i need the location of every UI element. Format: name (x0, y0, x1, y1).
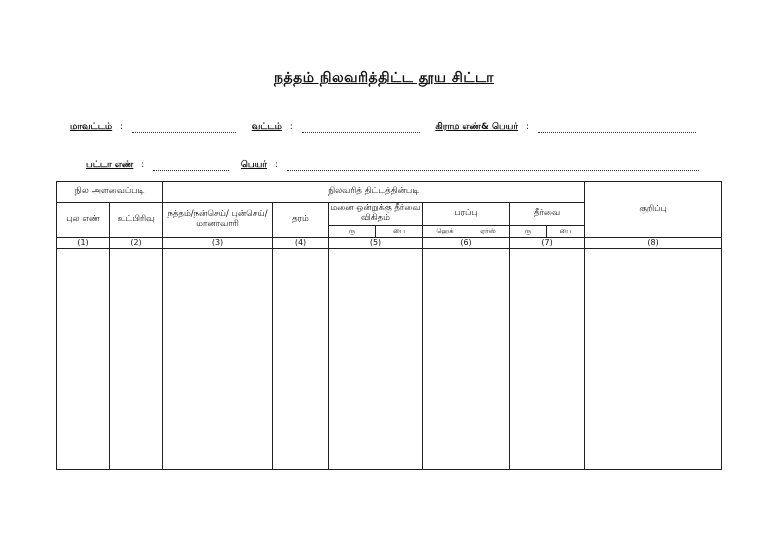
taluk-label: வட்டம் (251, 122, 282, 132)
subdivision-cell[interactable] (110, 249, 163, 470)
village-label: கிராம எண்& பெயர் (435, 122, 519, 132)
taluk-colon: : (289, 122, 293, 132)
district-colon: : (120, 122, 124, 132)
grade-cell[interactable] (273, 249, 329, 470)
survey-number-cell[interactable] (57, 249, 110, 470)
column-number: (6) (423, 238, 510, 249)
tax-group-header: நிலவரித் திட்டத்தின்படி (163, 182, 585, 203)
name-field[interactable] (287, 161, 699, 171)
tax-cell[interactable] (510, 249, 585, 470)
rate-cell[interactable] (329, 249, 423, 470)
rate-rupee-header: ரு (329, 226, 376, 238)
taluk-field[interactable] (302, 123, 420, 133)
hectare-label: ஹெக் (436, 226, 454, 235)
patta-label: பட்டா எண் (86, 160, 134, 170)
column-number: (8) (585, 238, 722, 249)
tax-header: தீர்வை (510, 203, 585, 226)
survey-number-header: புல எண் (57, 203, 110, 238)
name-colon: : (274, 160, 278, 170)
column-number: (7) (510, 238, 585, 249)
district-row (70, 122, 696, 133)
column-number: (2) (110, 238, 163, 249)
column-number: (5) (329, 238, 423, 249)
column-number: (1) (57, 238, 110, 249)
column-number: (3) (163, 238, 273, 249)
remarks-header: குறிப்பு (585, 182, 722, 238)
district-label: மாவட்டம் (70, 122, 113, 132)
area-header: பரப்பு (423, 203, 510, 226)
name-label: பெயர் (240, 160, 268, 170)
area-units-header (423, 226, 510, 238)
patta-row (86, 160, 699, 171)
grade-header: தரம் (273, 203, 329, 238)
patta-colon: : (141, 160, 145, 170)
survey-group-header: நில அளவைப்படி (57, 182, 163, 203)
column-number: (4) (273, 238, 329, 249)
subdivision-header: உட்பிரிவு (110, 203, 163, 238)
land-type-cell[interactable] (163, 249, 273, 470)
rate-header: மனை ஒன்றுக்கு தீர்வை விகிதம் (329, 203, 423, 226)
register-table (56, 181, 722, 470)
village-field[interactable] (538, 123, 696, 133)
remarks-cell[interactable] (585, 249, 722, 470)
page-title: நத்தம் நிலவரித்திட்ட தூய சிட்டா (274, 70, 494, 86)
tax-paise-header: பை (547, 226, 585, 238)
land-type-header: நத்தம்/நன்செய்/ புன்செய்/மானாவாரி (163, 203, 273, 238)
village-colon: : (525, 122, 530, 132)
area-cell[interactable] (423, 249, 510, 470)
patta-field[interactable] (153, 161, 229, 171)
district-field[interactable] (132, 123, 236, 133)
ares-label: ஏர்ஸ் (480, 226, 496, 235)
tax-rupee-header: ரு (510, 226, 547, 238)
rate-paise-header: பை (376, 226, 423, 238)
